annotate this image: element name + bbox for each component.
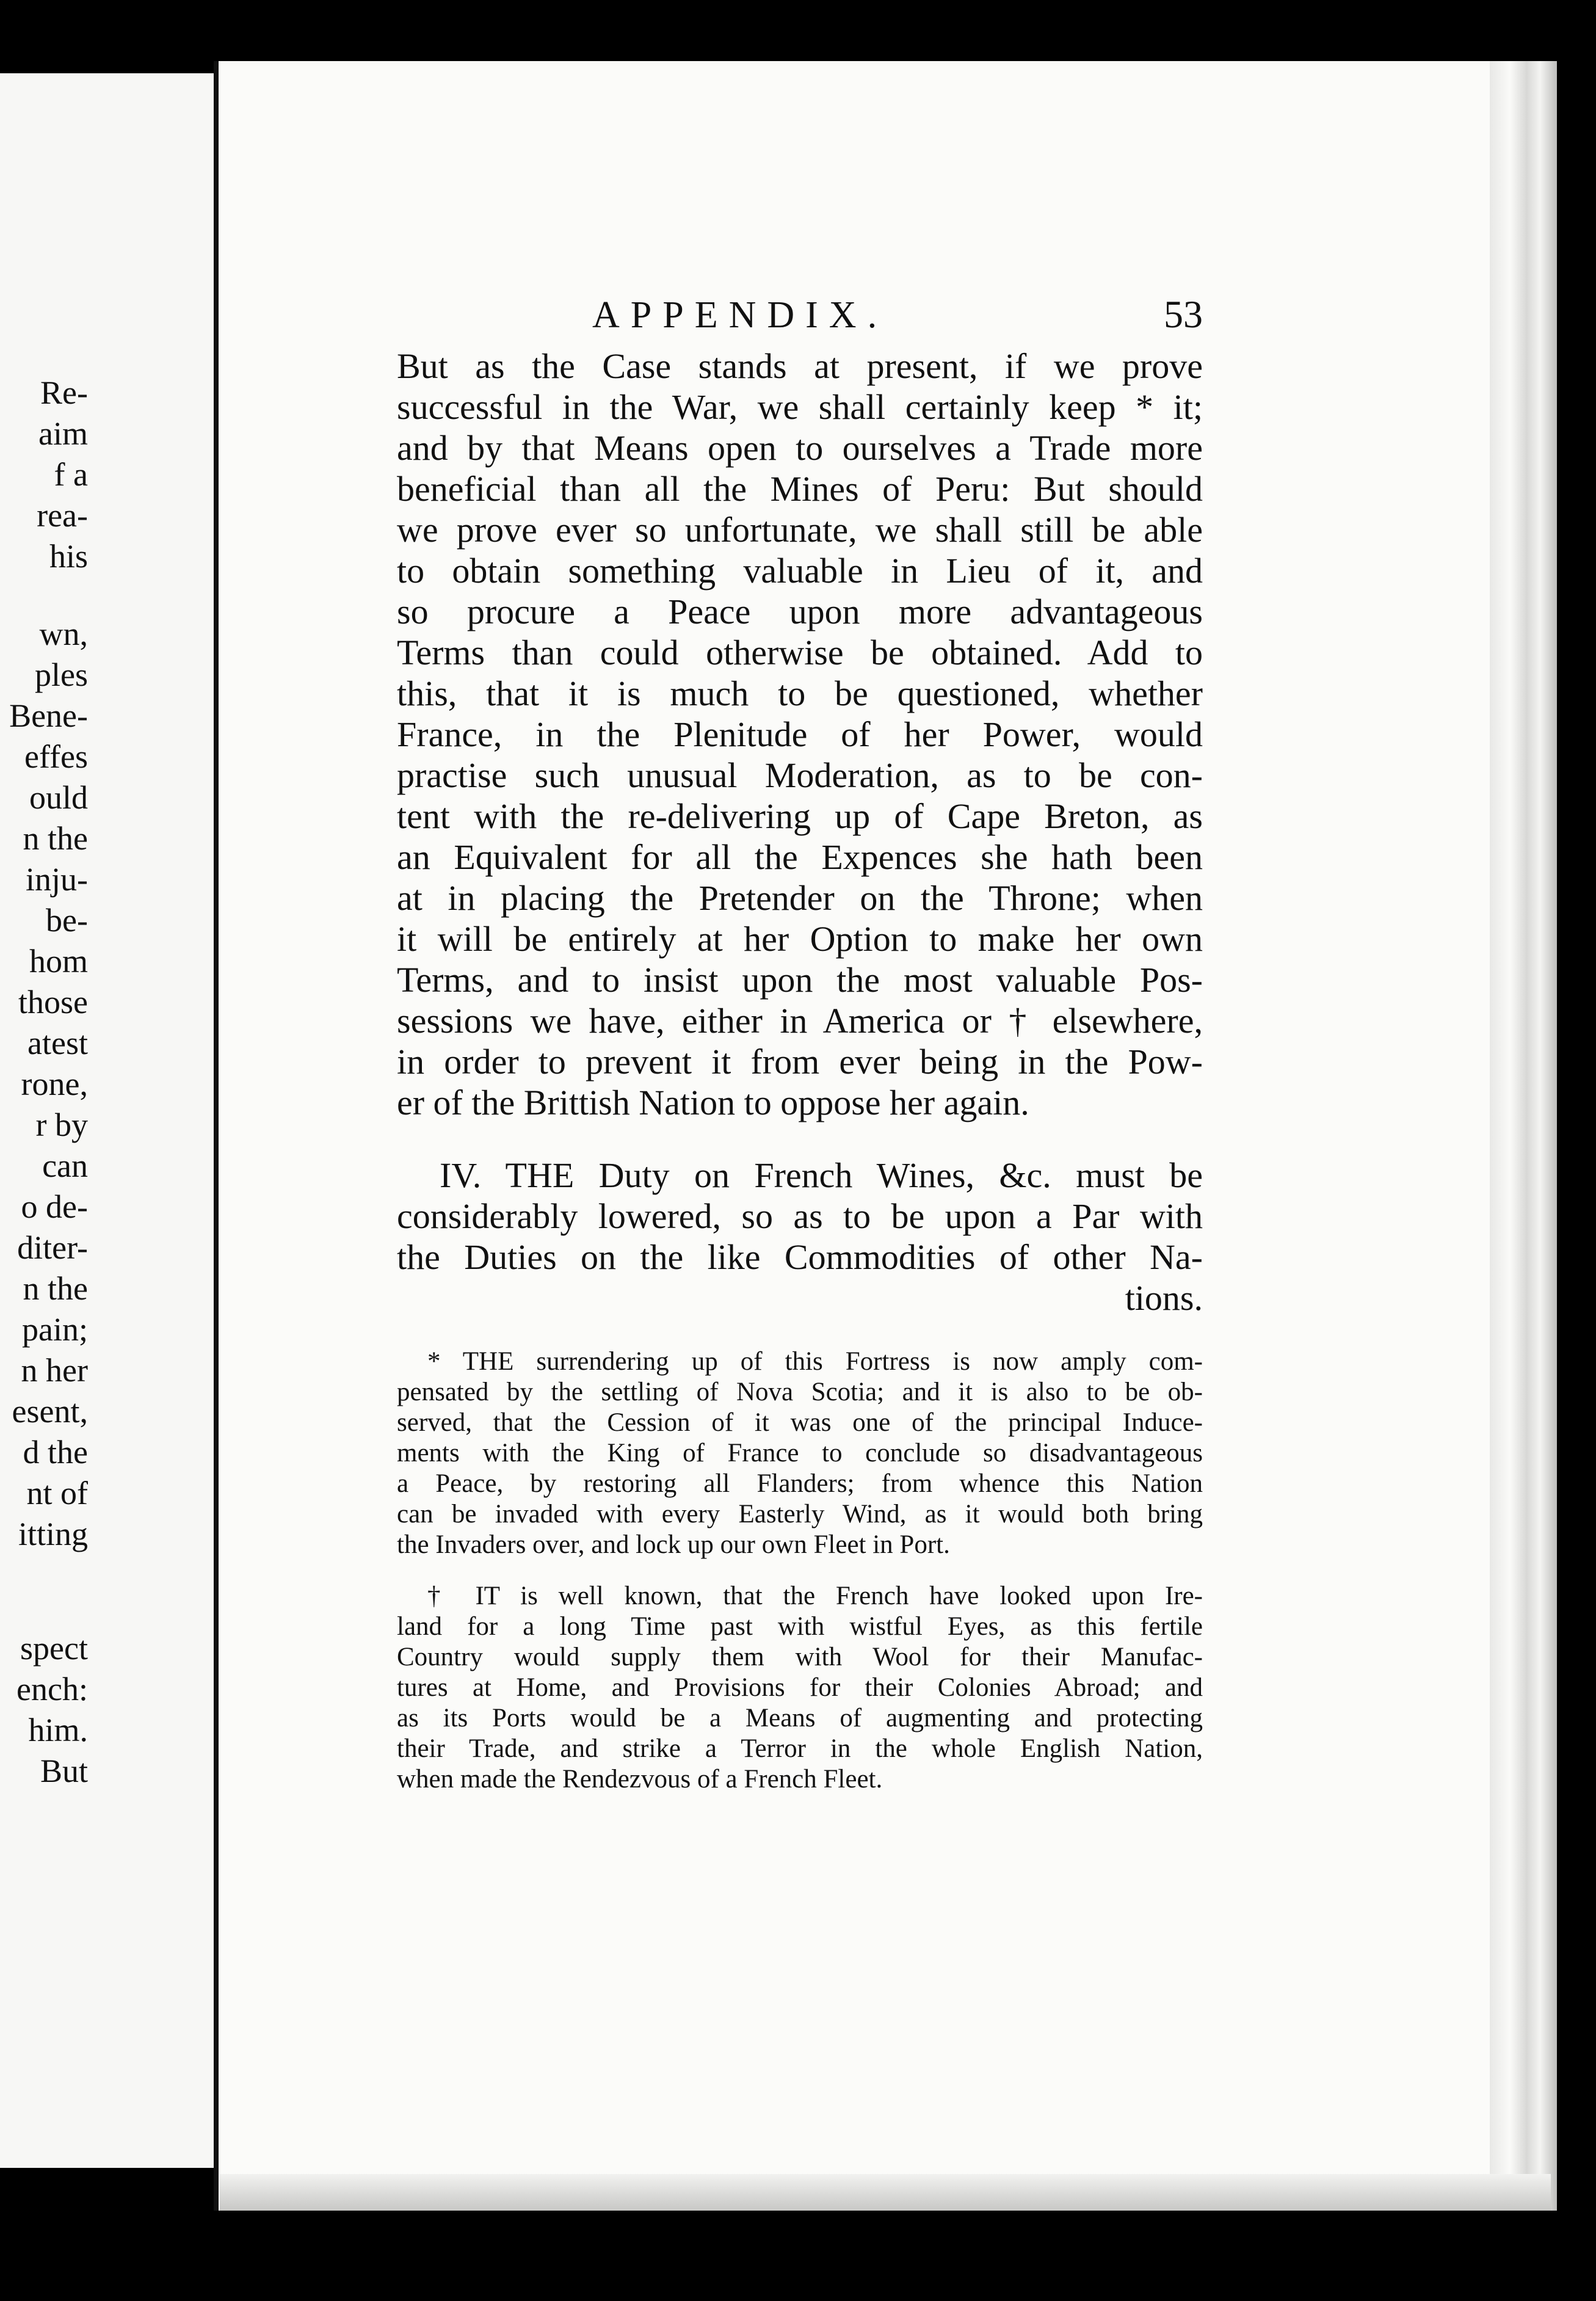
previous-page-line [0, 1555, 227, 1591]
previous-page-line: pain; [22, 1311, 88, 1348]
previous-page-line: ples [35, 656, 88, 693]
previous-page-line: aim [38, 415, 88, 452]
text-line: sessions we have, either in America or † elsewhere, [397, 1001, 1203, 1041]
previous-page-line: n the [23, 820, 88, 857]
text-line: Terms, and to insist upon the most valuable Pos- [397, 960, 1203, 1000]
previous-page-line [0, 1591, 227, 1628]
text-line: the Duties on the like Commodities of other Na- [397, 1237, 1203, 1277]
previous-page-text [0, 373, 227, 1792]
text-line: beneficial than all the Mines of Peru: But should [397, 469, 1203, 509]
footnote-line: * THE surrendering up of this Fortress is now amply com- [427, 1347, 1203, 1376]
main-paragraph [397, 346, 1203, 1123]
previous-page-line: Bene- [9, 697, 88, 734]
previous-page-line: be- [46, 902, 88, 939]
text-line: IV. THE Duty on French Wines, &c. must be [440, 1155, 1203, 1195]
previous-page-line: ench: [16, 1671, 88, 1707]
footnote-line: can be invaded with every Easterly Wind, as it would both bring [397, 1500, 1203, 1529]
page-header [397, 292, 1203, 337]
previous-page-line: itting [18, 1516, 88, 1552]
previous-page-line: wn, [39, 616, 88, 652]
previous-page-line: n the [23, 1270, 88, 1307]
text-line: practise such unusual Moderation, as to be con- [397, 755, 1203, 795]
text-line: and by that Means open to ourselves a Trade more [397, 428, 1203, 468]
previous-page-line: atest [27, 1025, 88, 1061]
text-line: this, that it is much to be questioned, whether [397, 674, 1203, 713]
previous-page-line: nt of [26, 1475, 88, 1511]
previous-page-line: spect [20, 1630, 88, 1667]
footnote-line: the Invaders over, and lock up our own Fleet in Port. [397, 1530, 950, 1559]
previous-page-line: Re- [40, 374, 88, 411]
previous-page-fragment [0, 73, 231, 2168]
previous-page-line: hom [29, 943, 88, 980]
previous-page-line: inju- [26, 861, 88, 898]
previous-page-line: rea- [37, 497, 88, 534]
previous-page-line: esent, [12, 1393, 88, 1430]
text-line: an Equivalent for all the Expences she hath been [397, 837, 1203, 877]
section-iv [397, 1155, 1203, 1318]
page-bottom-edge [220, 2174, 1551, 2211]
previous-page-line: But [40, 1753, 88, 1789]
text-line: successful in the War, we shall certainly keep * it; [397, 387, 1203, 427]
text-line: tions. [1125, 1278, 1203, 1318]
footnote-line: ments with the King of France to conclude so disadvantageous [397, 1439, 1203, 1467]
footnote-line: tures at Home, and Provisions for their Colonies Abroad; and [397, 1673, 1203, 1702]
footnote-line: pensated by the settling of Nova Scotia; and it is also to be ob- [397, 1378, 1203, 1406]
text-line: tent with the re-delivering up of Cape Breton, as [397, 796, 1203, 836]
text-line: so procure a Peace upon more advantageous [397, 592, 1203, 631]
previous-page-line: can [42, 1147, 88, 1184]
footnote-line: as its Ports would be a Means of augmenting and protecting [397, 1704, 1203, 1732]
previous-page-line: r by [35, 1107, 88, 1143]
previous-page-line [0, 577, 227, 614]
footnote-line: † IT is well known, that the French have looked upon Ire- [427, 1582, 1203, 1610]
footnote-line: when made the Rendezvous of a French Fleet. [397, 1765, 883, 1794]
page-number: 53 [1164, 293, 1203, 336]
previous-page-line: d the [23, 1434, 88, 1470]
text-line: to obtain something valuable in Lieu of it, and [397, 551, 1203, 591]
page-text-block [397, 292, 1203, 1795]
previous-page-line: rone, [21, 1066, 88, 1102]
text-line: in order to prevent it from ever being in the Pow- [397, 1042, 1203, 1081]
previous-page-line: o de- [21, 1188, 88, 1225]
text-line: at in placing the Pretender on the Throne; when [397, 878, 1203, 918]
footnote-line: served, that the Cession of it was one of the principal Induce- [397, 1408, 1203, 1437]
text-line: we prove ever so unfortunate, we shall still be able [397, 510, 1203, 550]
previous-page-line: those [18, 984, 88, 1020]
text-line: Terms than could otherwise be obtained. Add to [397, 633, 1203, 672]
running-head: APPENDIX. [592, 294, 888, 336]
page-edge [1490, 61, 1557, 2211]
text-line: But as the Case stands at present, if we prove [397, 346, 1203, 386]
footnote-star [397, 1347, 1203, 1560]
previous-page-line: effes [24, 738, 88, 775]
previous-page-line: ould [29, 779, 88, 816]
text-line: it will be entirely at her Option to make her own [397, 919, 1203, 959]
previous-page-line: his [49, 538, 88, 575]
footnote-line: Country would supply them with Wool for their Manufac- [397, 1643, 1203, 1671]
text-line: er of the Brittish Nation to oppose her again. [397, 1083, 1029, 1122]
text-line: considerably lowered, so as to be upon a Par with [397, 1196, 1203, 1236]
footnote-line: land for a long Time past with wistful Eyes, as this fertile [397, 1612, 1203, 1641]
previous-page-line: diter- [17, 1229, 88, 1266]
footnote-dagger [397, 1581, 1203, 1795]
text-line: France, in the Plenitude of her Power, would [397, 714, 1203, 754]
footnote-line: a Peace, by restoring all Flanders; from whence this Nation [397, 1469, 1203, 1498]
previous-page-line: n her [21, 1352, 88, 1389]
previous-page-line: f a [54, 456, 88, 493]
previous-page-line: him. [28, 1712, 88, 1748]
footnote-line: their Trade, and strike a Terror in the whole English Nation, [397, 1734, 1203, 1763]
